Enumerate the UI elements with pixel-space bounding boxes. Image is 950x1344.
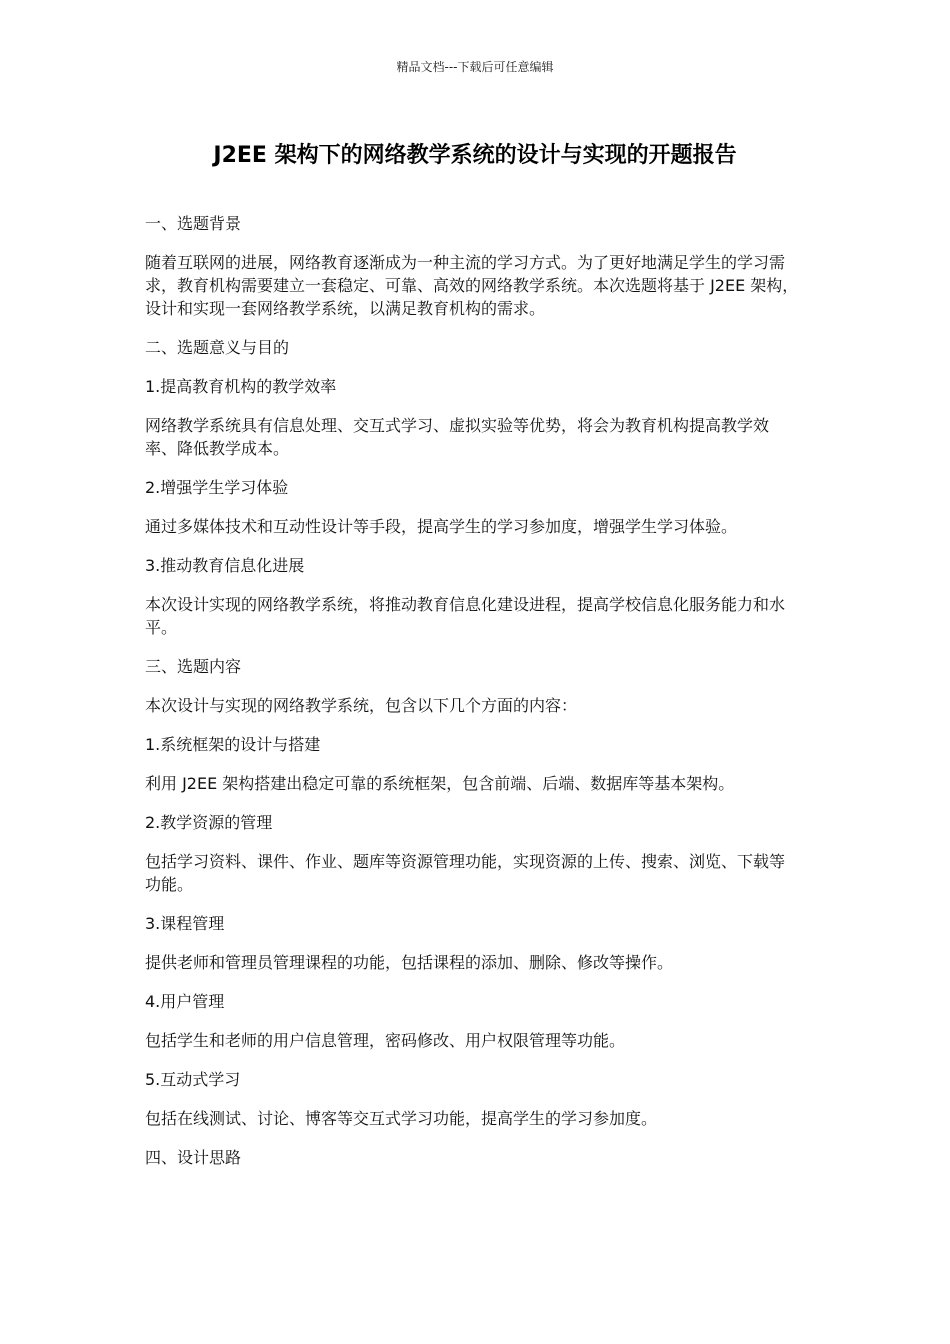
paragraph-informatization: 本次设计实现的网络教学系统，将推动教育信息化建设进程，提高学校信息化服务能力和水平。 [145, 595, 786, 637]
paragraph-efficiency: 网络教学系统具有信息处理、交互式学习、虚拟实验等优势，将会为教育机构提高教学效率、降低教学成本。 [145, 416, 770, 458]
subheading-efficiency: 1.提高教育机构的教学效率 [145, 377, 337, 396]
section-heading-purpose: 二、选题意义与目的 [145, 338, 290, 357]
paragraph-experience: 通过多媒体技术和互动性设计等手段，提高学生的学习参加度，增强学生学习体验。 [145, 517, 738, 536]
paragraph-framework: 利用 J2EE 架构搭建出稳定可靠的系统框架，包含前端、后端、数据库等基本架构。 [145, 774, 735, 793]
paragraph-users: 包括学生和老师的用户信息管理，密码修改、用户权限管理等功能。 [145, 1031, 626, 1050]
subheading-framework: 1.系统框架的设计与搭建 [145, 735, 321, 754]
section-heading-content: 三、选题内容 [145, 657, 242, 676]
paragraph-resources: 包括学习资料、课件、作业、题库等资源管理功能，实现资源的上传、搜索、浏览、下载等功能。 [145, 852, 786, 894]
subheading-interactive: 5.互动式学习 [145, 1070, 241, 1089]
document-body [145, 212, 800, 1185]
paragraph-content-intro: 本次设计与实现的网络教学系统，包含以下几个方面的内容： [145, 696, 578, 715]
subheading-courses: 3.课程管理 [145, 914, 225, 933]
subheading-experience: 2.增强学生学习体验 [145, 478, 289, 497]
paragraph-interactive: 包括在线测试、讨论、博客等交互式学习功能，提高学生的学习参加度。 [145, 1109, 658, 1128]
document-title: J2EE 架构下的网络教学系统的设计与实现的开题报告 [213, 143, 737, 168]
subheading-users: 4.用户管理 [145, 992, 225, 1011]
section-heading-design: 四、设计思路 [145, 1148, 242, 1167]
subheading-informatization: 3.推动教育信息化进展 [145, 556, 305, 575]
paragraph-background: 随着互联网的进展，网络教育逐渐成为一种主流的学习方式。为了更好地满足学生的学习需求，教育机构需要建立一套稳定、可靠、高效的网络教学系统。本次选题将基于 J2EE 架构，设计和实现一套网络教学系统，以满足教育机构的需求。 [145, 253, 799, 318]
section-heading-background: 一、选题背景 [145, 214, 242, 233]
header-note: 精品文档---下载后可任意编辑 [396, 60, 554, 74]
subheading-resources: 2.教学资源的管理 [145, 813, 273, 832]
paragraph-courses: 提供老师和管理员管理课程的功能，包括课程的添加、删除、修改等操作。 [145, 953, 674, 972]
